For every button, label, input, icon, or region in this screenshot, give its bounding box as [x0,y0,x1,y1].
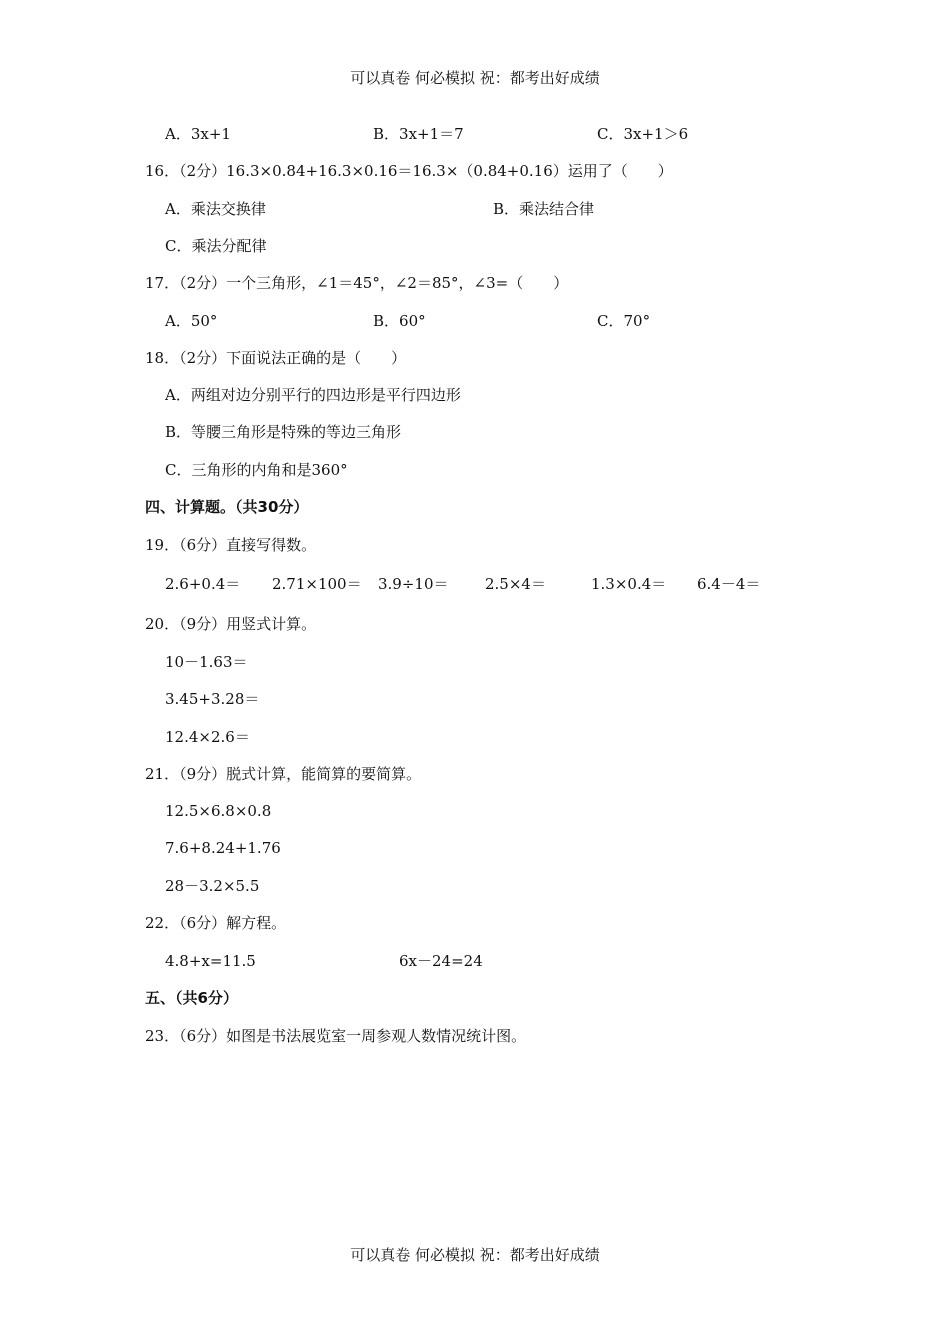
q19-item: 2.71×100＝ [272,575,362,593]
q20-item: 12.4×2.6＝ [165,728,250,746]
q22-equation-1: 4.8+x=11.5 [165,952,256,970]
section-5-title: 五、（共6分） [145,989,238,1007]
q17-stem: 17．（2分）一个三角形，∠1＝45°，∠2＝85°，∠3=（ ） [145,274,569,292]
page-header: 可以真卷 何必模拟 祝：都考出好成绩 [350,69,600,87]
q16-option-a: A．乘法交换律 [165,200,266,218]
q20-item: 10－1.63＝ [165,653,248,671]
page-footer: 可以真卷 何必模拟 祝：都考出好成绩 [350,1246,600,1264]
q17-option-c: C．70° [597,312,651,330]
q20-stem: 20．（9分）用竖式计算。 [145,615,317,633]
q21-stem: 21．（9分）脱式计算，能简算的要简算。 [145,765,422,783]
q18-option-c: C．三角形的内角和是360° [165,461,348,479]
q23-stem: 23．（6分）如图是书法展览室一周参观人数情况统计图。 [145,1027,527,1045]
q15-option-c: C．3x+1＞6 [597,125,689,143]
q15-option-a: A．3x+1 [165,125,231,143]
q21-item: 28－3.2×5.5 [165,877,260,895]
q18-stem: 18．（2分）下面说法正确的是（ ） [145,349,407,367]
q18-option-b: B．等腰三角形是特殊的等边三角形 [165,423,402,441]
q19-item: 6.4－4＝ [697,575,761,593]
q22-stem: 22．（6分）解方程。 [145,914,287,932]
q19-item: 3.9÷10＝ [378,575,449,593]
q22-equation-2: 6x－24=24 [399,952,483,970]
q17-option-b: B．60° [373,312,426,330]
q21-item: 12.5×6.8×0.8 [165,802,272,820]
q21-item: 7.6+8.24+1.76 [165,839,281,857]
q19-stem: 19．（6分）直接写得数。 [145,536,317,554]
q15-option-b: B．3x+1＝7 [373,125,464,143]
section-4-title: 四、计算题。（共30分） [145,498,309,516]
q20-item: 3.45+3.28＝ [165,690,260,708]
q19-item: 2.6+0.4＝ [165,575,241,593]
q16-option-c: C．乘法分配律 [165,237,267,255]
q16-option-b: B．乘法结合律 [493,200,595,218]
q17-option-a: A．50° [165,312,218,330]
q16-stem: 16．（2分）16.3×0.84+16.3×0.16＝16.3×（0.84+0.16）运用了（ ） [145,162,673,180]
q19-item: 2.5×4＝ [485,575,546,593]
q19-item: 1.3×0.4＝ [591,575,667,593]
q18-option-a: A．两组对边分别平行的四边形是平行四边形 [165,386,461,404]
